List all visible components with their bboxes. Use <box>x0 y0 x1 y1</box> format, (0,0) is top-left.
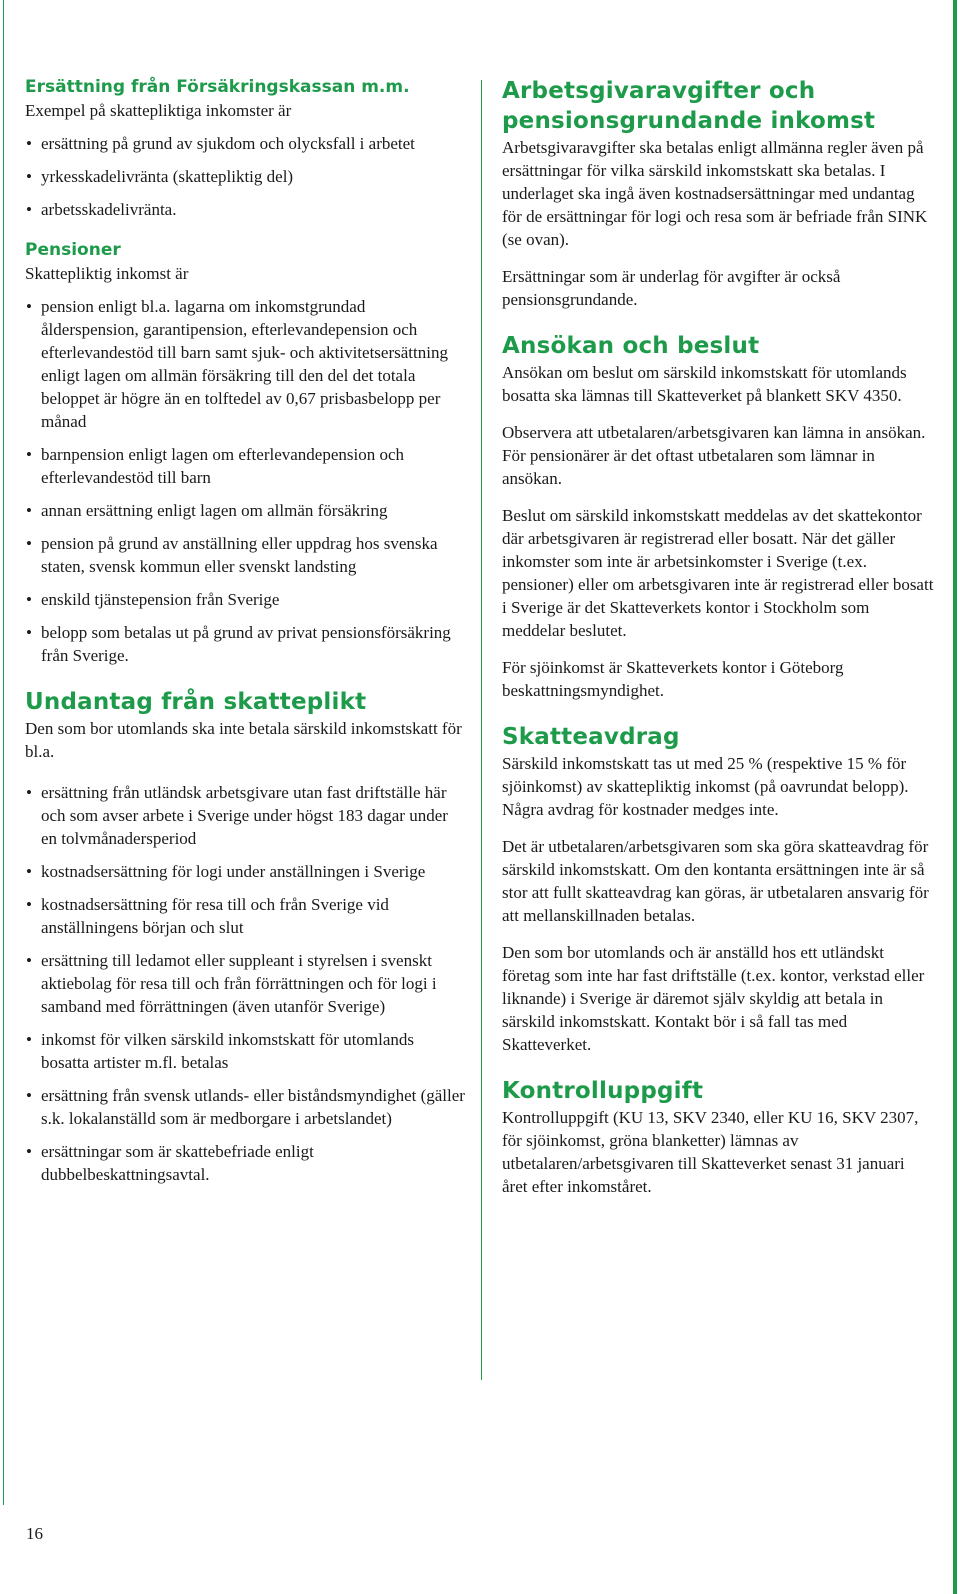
heading-ersattning: Ersättning från Försäkringskassan m.m. <box>25 77 410 97</box>
heading-skatteavdrag: Skatteavdrag <box>502 724 680 750</box>
bullet: • <box>26 1086 32 1105</box>
list-item: • ersättning på grund av sjukdom och olycksfall i arbetet <box>26 134 415 153</box>
skatteavdrag-paragraph-3: Den som bor utomlands och är anställd hos ett utländskt företag som inte har fast driftställe (t.ex. kontor, verkstad eller liknande) i Sverige är däremot själv skyldig att betala in särskild inkomstskatt. Kontakt bör i så fall tas med Skatteverket. <box>502 943 925 1054</box>
bullet: • <box>26 134 32 153</box>
list-item: • annan ersättning enligt lagen om allmän försäkring <box>26 501 388 520</box>
ansokan-paragraph-1: Ansökan om beslut om särskild inkomstskatt för utomlands bosatta ska lämnas till Skatteverket på blankett SKV 4350. <box>502 363 907 405</box>
ansokan-paragraph-4: För sjöinkomst är Skatteverkets kontor i Göteborg beskattningsmyndighet. <box>502 658 844 700</box>
bullet: • <box>26 200 32 219</box>
bullet: • <box>26 862 32 881</box>
bullet: • <box>26 1142 32 1161</box>
bullet: • <box>26 951 32 970</box>
skatteavdrag-paragraph-1: Särskild inkomstskatt tas ut med 25 % (respektive 15 % för sjöinkomst) av skattepliktig inkomst (på oavrundat belopp). Några avdrag för kostnader medges inte. <box>502 754 909 819</box>
list-item: • pension på grund av anställning eller uppdrag hos svenska staten, svensk kommun eller svenskt landsting <box>26 534 438 576</box>
list-item: • inkomst för vilken särskild inkomstskatt för utomlands bosatta artister m.fl. betalas <box>26 1030 415 1072</box>
heading-avgifter: Arbetsgivaravgifter och pensionsgrundande inkomst <box>502 78 876 134</box>
bullet: • <box>26 895 32 914</box>
undantag-list <box>25 781 465 1186</box>
bullet: • <box>26 167 32 186</box>
ersattning-list <box>25 132 465 221</box>
heading-undantag: Undantag från skatteplikt <box>25 689 367 715</box>
right-column <box>502 76 934 1198</box>
bullet: • <box>26 623 32 642</box>
pensioner-list <box>25 295 465 667</box>
bullet: • <box>26 445 32 464</box>
list-item: • arbetsskadelivränta. <box>26 200 177 219</box>
heading-ansokan: Ansökan och beslut <box>502 333 760 359</box>
list-item: • ersättning till ledamot eller suppleant i styrelsen i svenskt aktiebolag för resa till och från förrättningen och för logi i samband med förrättningen (även utanför Sverige) <box>26 951 437 1016</box>
list-item: • ersättningar som är skattebefriade enligt dubbelbeskattningsavtal. <box>26 1142 314 1184</box>
undantag-intro: Den som bor utomlands ska inte betala särskild inkomstskatt för bl.a. <box>25 719 462 761</box>
ersattning-intro: Exempel på skattepliktiga inkomster är <box>25 101 292 120</box>
list-item: • kostnadsersättning för resa till och från Sverige vid anställningens början och slut <box>26 895 389 937</box>
left-column <box>25 76 465 1196</box>
list-item: • kostnadsersättning för logi under anställningen i Sverige <box>26 862 426 881</box>
avgifter-paragraph-1: Arbetsgivaravgifter ska betalas enligt allmänna regler även på ersättningar för vilka särskild inkomstskatt ska betalas. I underlaget ska ingå även kostnadsersättningar med undantag för de ersättningar för logi och resa som är befriade från SINK (se ovan). <box>502 138 928 249</box>
avgifter-paragraph-2: Ersättningar som är underlag för avgifter är också pensionsgrundande. <box>502 267 841 309</box>
bullet: • <box>26 1030 32 1049</box>
page-number: 16 <box>26 1524 43 1543</box>
column-divider <box>481 80 482 1380</box>
list-item: • ersättning från utländsk arbetsgivare utan fast driftställe här och som avser arbete i Sverige under högst 183 dagar under en tolvmånadersperiod <box>26 783 448 848</box>
heading-kontrolluppgift: Kontrolluppgift <box>502 1078 704 1104</box>
list-item: • barnpension enligt lagen om efterlevandepension och efterlevandestöd till barn <box>26 445 405 487</box>
bullet: • <box>26 297 32 316</box>
kontrolluppgift-paragraph: Kontrolluppgift (KU 13, SKV 2340, eller KU 16, SKV 2307, för sjöinkomst, gröna blanketter) lämnas av utbetalaren/arbetsgivaren till Skatteverket senast 31 januari året efter inkomståret. <box>502 1108 919 1196</box>
list-item: • yrkesskadelivränta (skattepliktig del) <box>26 167 294 186</box>
ansokan-paragraph-3: Beslut om särskild inkomstskatt meddelas av det skattekontor där arbetsgivaren är registrerad eller bosatt. När det gäller inkomster som inte är arbetsinkomster i Sverige (t.ex. pensioner) eller om arbetsgivaren inte är registrerad eller bosatt i Sverige är det Skatteverkets kontor i Stockholm som meddelar beslutet. <box>502 506 934 640</box>
ansokan-paragraph-2: Observera att utbetalaren/arbetsgivaren kan lämna in ansökan. För pensionärer är det oftast utbetalaren som lämnar in ansökan. <box>502 423 926 488</box>
list-item: • ersättning från svensk utlands- eller biståndsmyndighet (gäller s.k. lokalanställd som är medborgare i arbetslandet) <box>26 1086 465 1128</box>
left-margin-rule <box>3 0 4 1505</box>
heading-pensioner: Pensioner <box>25 240 121 260</box>
list-item: • belopp som betalas ut på grund av privat pensionsförsäkring från Sverige. <box>26 623 451 665</box>
pensioner-intro: Skattepliktig inkomst är <box>25 264 189 283</box>
list-item: • pension enligt bl.a. lagarna om inkomstgrundad ålderspension, garantipension, efterlevandepension och efterlevandestöd till barn samt sjuk- och aktivitetsersättning enligt lagen om allmän försäkring till den del det totala beloppet är högre än en tolftedel av 0,67 prisbasbelopp per månad <box>26 297 448 431</box>
bullet: • <box>26 783 32 802</box>
bullet: • <box>26 590 32 609</box>
page-edge-rule <box>953 0 957 1594</box>
skatteavdrag-paragraph-2: Det är utbetalaren/arbetsgivaren som ska göra skatteavdrag för särskild inkomstskatt. Om den kontanta ersättningen inte är så stor att fullt skatteavdrag kan göras, är utbetalaren ansvarig för att mellanskillnaden betalas. <box>502 837 929 925</box>
list-item: • enskild tjänstepension från Sverige <box>26 590 280 609</box>
bullet: • <box>26 501 32 520</box>
bullet: • <box>26 534 32 553</box>
